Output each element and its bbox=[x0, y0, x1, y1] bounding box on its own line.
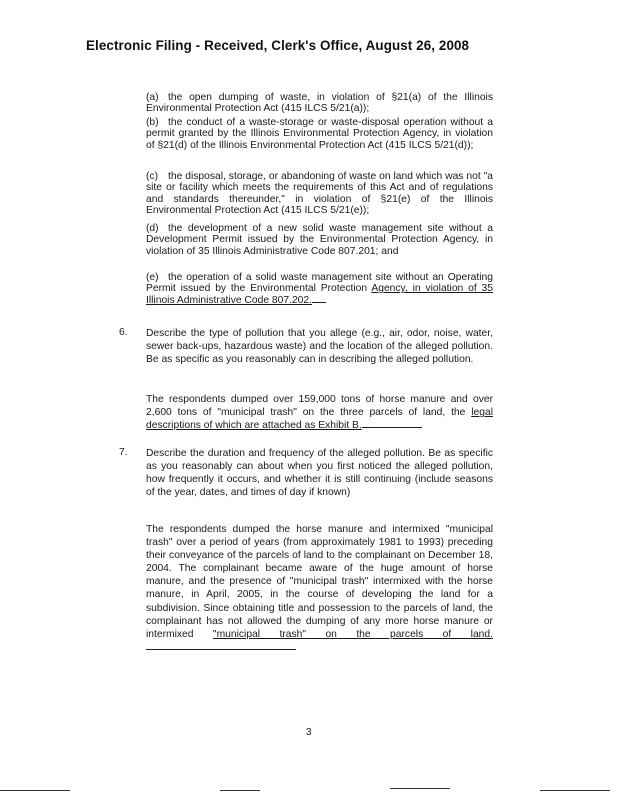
violation-d-label: (d) bbox=[146, 223, 159, 234]
scan-artifact-line bbox=[220, 790, 260, 791]
violation-c-label: (c) bbox=[146, 171, 159, 182]
page-number: 3 bbox=[306, 727, 312, 738]
fill-line bbox=[312, 302, 326, 303]
violation-a bbox=[146, 92, 493, 115]
scan-artifact-line bbox=[0, 790, 70, 791]
fill-line bbox=[146, 649, 296, 650]
fill-line bbox=[362, 427, 422, 428]
question-6-answer bbox=[146, 393, 493, 432]
question-6-answer-underlined: legal descriptions of which are attached as Exhibit B. bbox=[146, 407, 493, 432]
violation-b-text: the conduct of a waste-storage or waste-disposal operation without a permit granted by the Illinois Environmental Protection Agency, in violation of §21(d) of the Illinois Environmental Protection Act (415 ILCS 5/21(d)); bbox=[146, 117, 493, 151]
received-stamp: Electronic Filing - Received, Clerk's Office, August 26, 2008 bbox=[86, 38, 470, 53]
violation-b bbox=[146, 117, 493, 151]
question-7-answer-text: The respondents dumped the horse manure and intermixed "municipal trash" over a period of years (from approximately 1981 to 1993) preceding their conveyance of the parcels of land to the complainant on December 18, 2004. The complainant became aware of the huge amount of horse manure, and the presence of "municipal trash" intermixed with the horse manure, in April, 2005, in the course of developing the land for a subdivision. Since obtaining title and possession to the parcels of land, the complainant has not allowed the dumping of any more horse manure or intermixed bbox=[146, 524, 493, 640]
violation-c bbox=[146, 171, 493, 216]
question-7-prompt: Describe the duration and frequency of the alleged pollution. Be as specific as you reasonably can about when you first noticed the alleged pollution, how frequently it occurs, and whether it is still continuing (include seasons of the year, dates, and times of day if known) bbox=[146, 448, 493, 499]
scan-artifact-line bbox=[540, 790, 610, 791]
violation-e bbox=[146, 272, 493, 306]
violation-b-label: (b) bbox=[146, 117, 159, 128]
violation-c-text: the disposal, storage, or abandoning of waste on land which was not "a site or facility which meets the requirements of this Act and of regulations and standards thereunder," in violation of §21(e) of the Illinois Environmental Protection Act (415 ILCS 5/21(e)); bbox=[146, 171, 493, 216]
violation-d-text: the development of a new solid waste management site without a Development Permit issued by the Environmental Protection Agency, in violation of 35 Illinois Administrative Code 807.201; and bbox=[146, 223, 493, 257]
violation-d bbox=[146, 223, 493, 257]
question-6-answer-text: The respondents dumped over 159,000 tons of horse manure and over 2,600 tons of "municipal trash" on the three parcels of land, the bbox=[146, 394, 493, 419]
question-7-number: 7. bbox=[119, 447, 128, 458]
question-6-number: 6. bbox=[119, 327, 128, 338]
violation-a-label: (a) bbox=[146, 92, 159, 103]
violation-e-text: the operation of a solid waste management site without an Operating Permit issued by the Environmental Protection bbox=[146, 272, 493, 295]
question-6-prompt: Describe the type of pollution that you allege (e.g., air, odor, noise, water, sewer back-ups, hazardous waste) and the location of the alleged pollution. Be as specific as you reasonably can in describing the alleged pollution. bbox=[146, 328, 493, 366]
violation-e-underlined-text: Agency, in violation of 35 Illinois Administrative Code 807.202. bbox=[146, 283, 493, 306]
violation-e-label: (e) bbox=[146, 272, 159, 283]
question-7-answer bbox=[146, 523, 493, 654]
violation-a-text: the open dumping of waste, in violation of §21(a) of the Illinois Environmental Protection Act (415 ILCS 5/21(a)); bbox=[146, 92, 493, 115]
question-7-answer-underlined: "municipal trash" on the parcels of land. bbox=[212, 628, 493, 640]
scan-artifact-line bbox=[390, 788, 450, 789]
